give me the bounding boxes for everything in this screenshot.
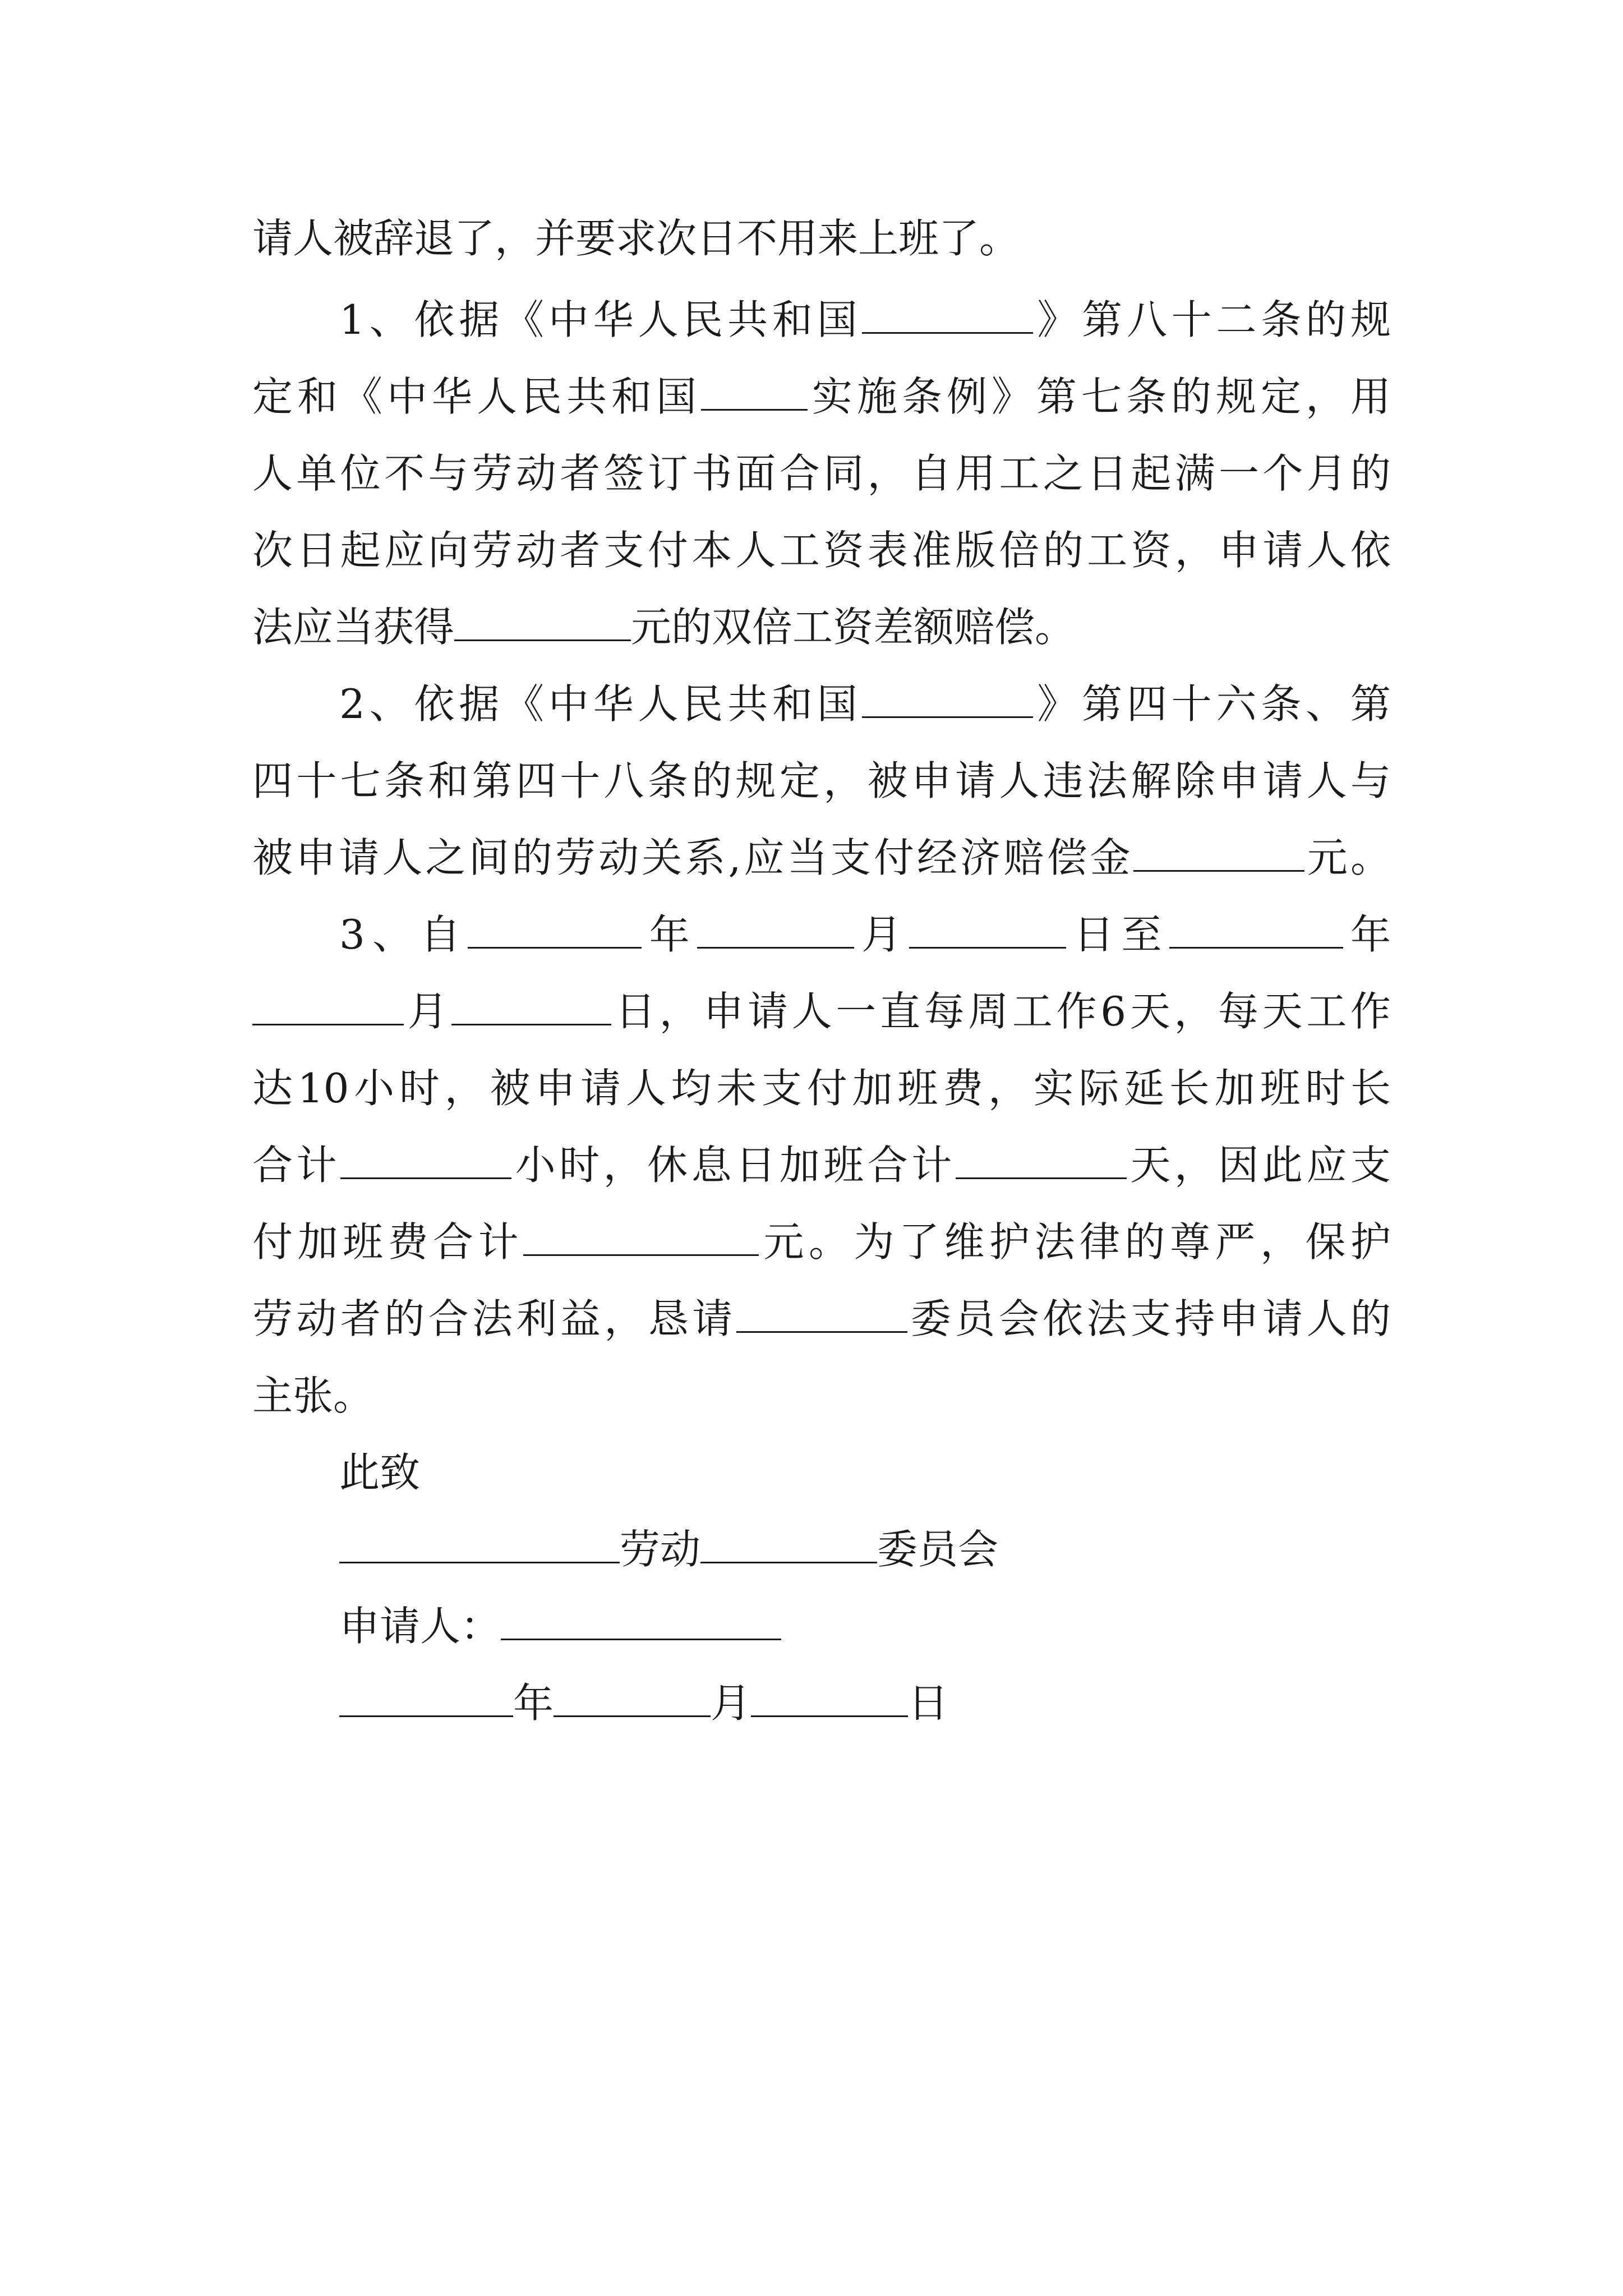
blank-day — [909, 912, 1066, 949]
text-segment: 1、依据《中华人民共和国 — [339, 296, 862, 343]
text-segment: 元。 — [1304, 834, 1391, 881]
blank-applicant-name — [501, 1604, 781, 1640]
salutation — [339, 1442, 1478, 1503]
paragraph-line — [252, 1288, 1391, 1350]
blank-law-name — [701, 374, 808, 411]
text-segment: 年 — [642, 911, 697, 958]
blank-region — [339, 1527, 620, 1563]
paragraph-line — [252, 366, 1391, 427]
text-segment: 四十七条和第四十八条的规定，被申请人违法解除申请人与 — [252, 757, 1391, 804]
text-segment: 日 — [908, 1680, 949, 1727]
paragraph-line — [252, 1365, 1391, 1427]
blank-month — [252, 989, 404, 1025]
blank-year — [1169, 912, 1343, 949]
text-segment: 此致 — [339, 1449, 421, 1496]
blank-amount — [523, 1220, 759, 1256]
text-segment: 日至 — [1066, 911, 1169, 958]
item-3-line — [339, 904, 1391, 965]
text-segment: 年 — [1343, 911, 1391, 958]
text-segment: 人单位不与劳动者签订书面合同，自用工之日起满一个月的 — [252, 450, 1391, 497]
text-segment: 次日起应向劳动者支付本人工资表准版倍的工资，申请人依 — [252, 527, 1391, 574]
text-segment: 3、自 — [339, 911, 468, 958]
blank-days — [956, 1143, 1127, 1179]
blank-day — [751, 1681, 908, 1717]
text-segment: 委员会依法支持申请人的 — [907, 1295, 1391, 1342]
text-segment: 月 — [854, 911, 910, 958]
text-segment: 天，因此应支 — [1126, 1142, 1391, 1189]
applicant-line — [339, 1595, 1478, 1657]
addressee-line — [339, 1519, 1478, 1580]
text-segment: 小时，休息日加班合计 — [511, 1142, 956, 1189]
blank-year — [468, 912, 642, 949]
text-segment: 》第四十六条、第 — [1032, 680, 1391, 728]
text-segment: 请人被辞退了，并要求次日不用来上班了。 — [252, 215, 1020, 262]
blank-month — [554, 1681, 711, 1717]
blank-month — [697, 912, 854, 949]
text-segment: 定和《中华人民共和国 — [252, 373, 701, 420]
text-segment: 申请人： — [339, 1603, 501, 1650]
text-segment: 主张。 — [252, 1372, 374, 1419]
text-segment: 月 — [404, 988, 452, 1035]
text-segment: 付加班费合计 — [252, 1218, 523, 1266]
paragraph-line — [252, 827, 1391, 889]
text-segment: 劳动 — [620, 1526, 701, 1573]
text-segment: 2、依据《中华人民共和国 — [339, 680, 862, 728]
paragraph-line — [252, 1134, 1391, 1196]
text-segment: 》第八十二条的规 — [1032, 296, 1391, 343]
text-segment: 合计 — [252, 1142, 341, 1189]
text-segment: 月 — [711, 1680, 751, 1727]
text-segment: 委员会 — [877, 1526, 999, 1573]
blank-committee-type — [700, 1527, 877, 1563]
blank-law-name — [862, 297, 1033, 334]
text-segment: 达10小时，被申请人均未支付加班费，实际延长加班时长 — [252, 1065, 1391, 1112]
blank-day — [451, 989, 611, 1025]
date-line — [339, 1672, 1478, 1734]
paragraph-line — [252, 981, 1391, 1042]
text-segment: 实施条例》第七条的规定，用 — [808, 373, 1391, 420]
paragraph-line — [252, 1211, 1391, 1273]
paragraph-line — [252, 596, 1391, 658]
text-segment: 法应当获得 — [252, 604, 455, 651]
text-segment: 劳动者的合法利益，恳请 — [252, 1295, 736, 1342]
blank-amount — [454, 605, 631, 641]
text-segment: 元的双倍工资差额赔偿。 — [631, 604, 1076, 651]
paragraph-line — [252, 519, 1391, 581]
item-1-line — [339, 289, 1391, 351]
text-segment: 年 — [513, 1680, 554, 1727]
paragraph-line — [252, 208, 1391, 269]
blank-hours — [340, 1143, 511, 1179]
blank-committee — [736, 1296, 907, 1333]
blank-amount — [1133, 835, 1304, 872]
text-segment: 日，申请人一直每周工作6天，每天工作 — [611, 988, 1391, 1035]
text-segment: 被申请人之间的劳动关系,应当支付经济赔偿金 — [252, 834, 1133, 881]
item-2-line — [339, 673, 1391, 735]
blank-year — [339, 1681, 513, 1717]
blank-law-name — [862, 682, 1033, 718]
paragraph-line — [252, 750, 1391, 812]
paragraph-line — [252, 1057, 1391, 1119]
text-segment: 元。为了维护法律的尊严，保护 — [759, 1218, 1391, 1266]
paragraph-line — [252, 443, 1391, 504]
